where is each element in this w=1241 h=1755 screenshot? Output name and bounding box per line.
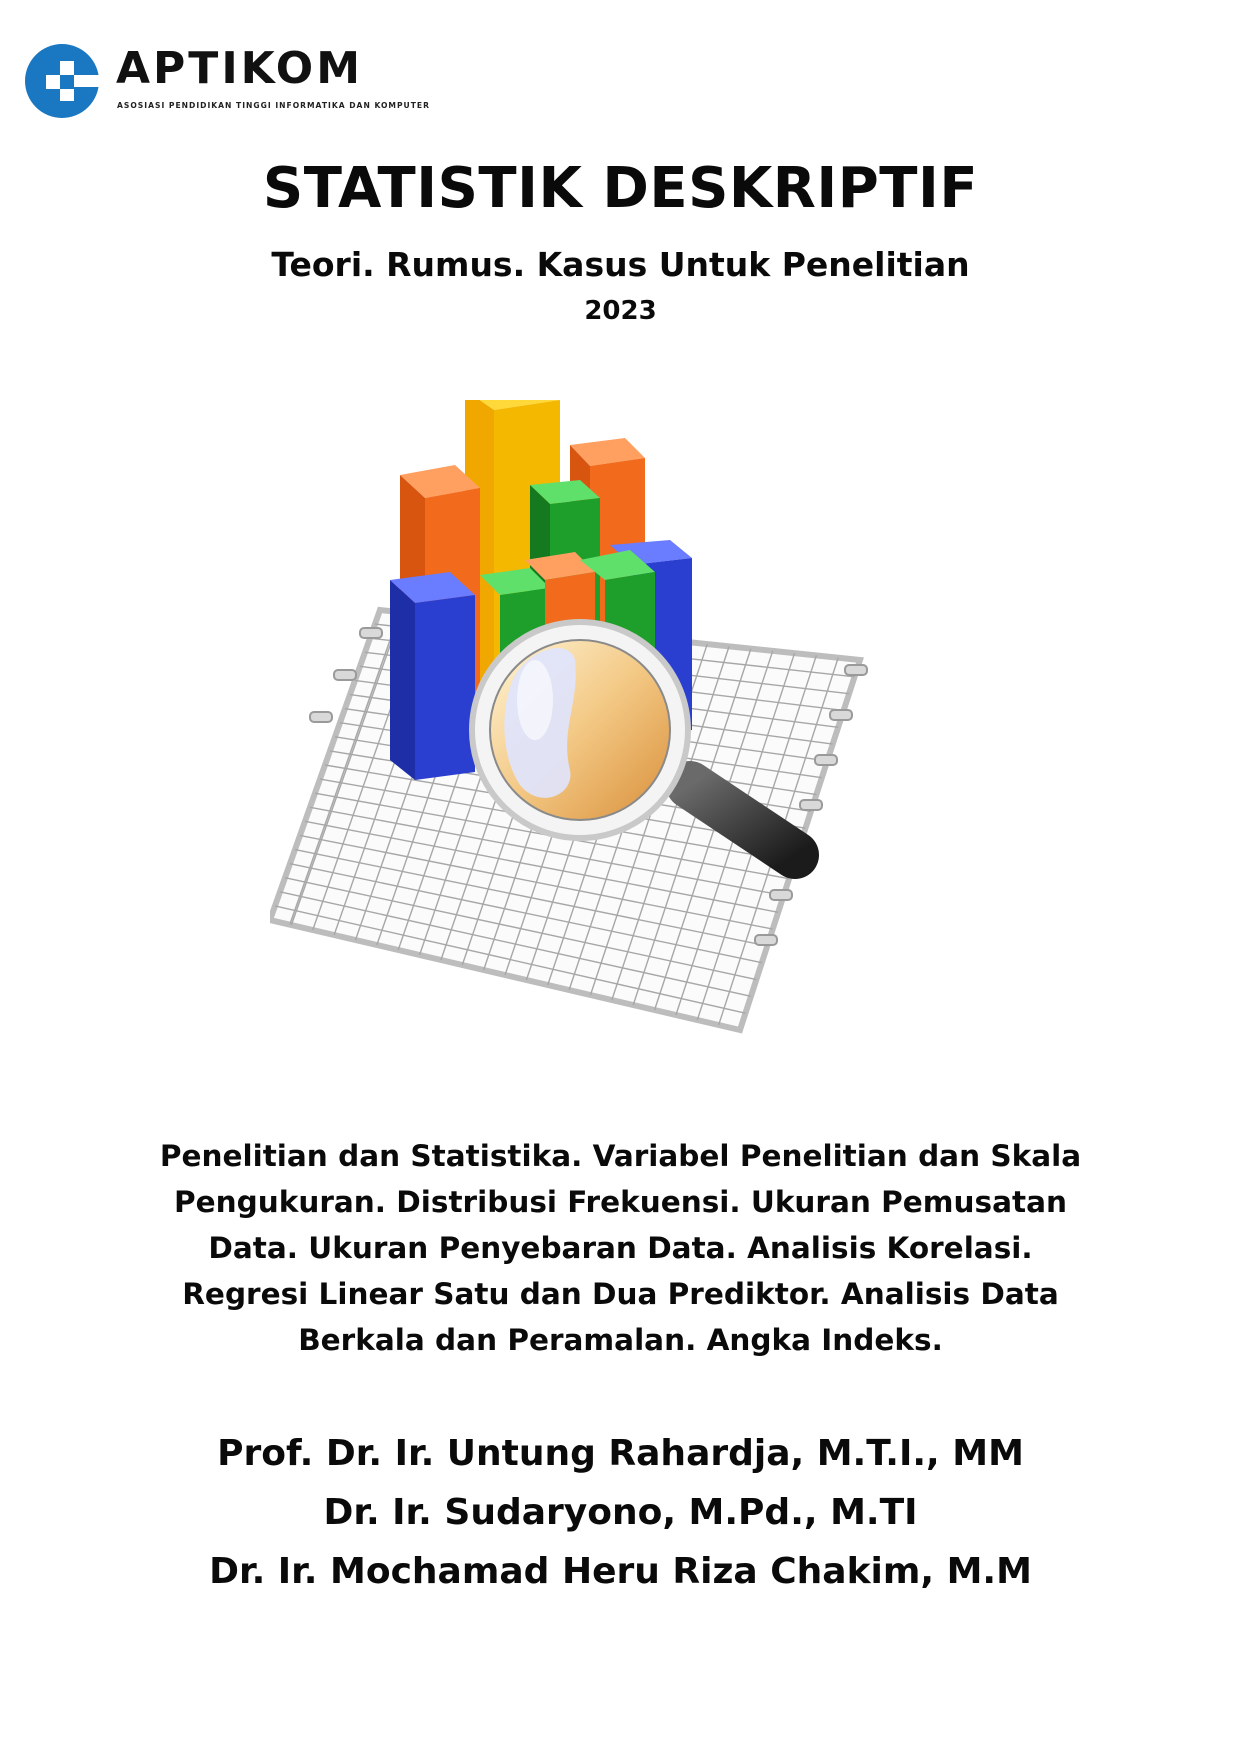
bar-blue-front: [390, 572, 475, 780]
book-title: STATISTIK DESKRIPTIF: [262, 156, 979, 221]
publication-year: 2023: [584, 296, 657, 326]
author-list: [0, 1424, 1241, 1601]
publisher-name: APTIKOM: [116, 43, 363, 94]
publisher-logo: [24, 43, 444, 123]
bar-chart-magnifier-illustration: [270, 400, 970, 1040]
book-subtitle: Teori. Rumus. Kasus Untuk Penelitian: [271, 245, 970, 284]
author-name: Dr. Ir. Sudaryono, M.Pd., M.TI: [323, 1492, 918, 1533]
book-description: Penelitian dan Statistika. Variabel Penelitian dan Skala Pengukuran. Distribusi Frekuensi. Ukuran Pemusatan Data. Ukuran Penyebaran Data. Analisis Korelasi. Regresi Linear Satu dan Dua Prediktor. Analisis Data Berkala dan Peramalan. Angka Indeks.: [159, 1139, 1082, 1357]
publisher-tagline: ASOSIASI PENDIDIKAN TINGGI INFORMATIKA DAN KOMPUTER: [117, 101, 430, 110]
aptikom-logo-icon: [24, 43, 100, 119]
author-name: Dr. Ir. Mochamad Heru Riza Chakim, M.M: [209, 1551, 1032, 1592]
author-name: Prof. Dr. Ir. Untung Rahardja, M.T.I., MM: [217, 1433, 1024, 1474]
